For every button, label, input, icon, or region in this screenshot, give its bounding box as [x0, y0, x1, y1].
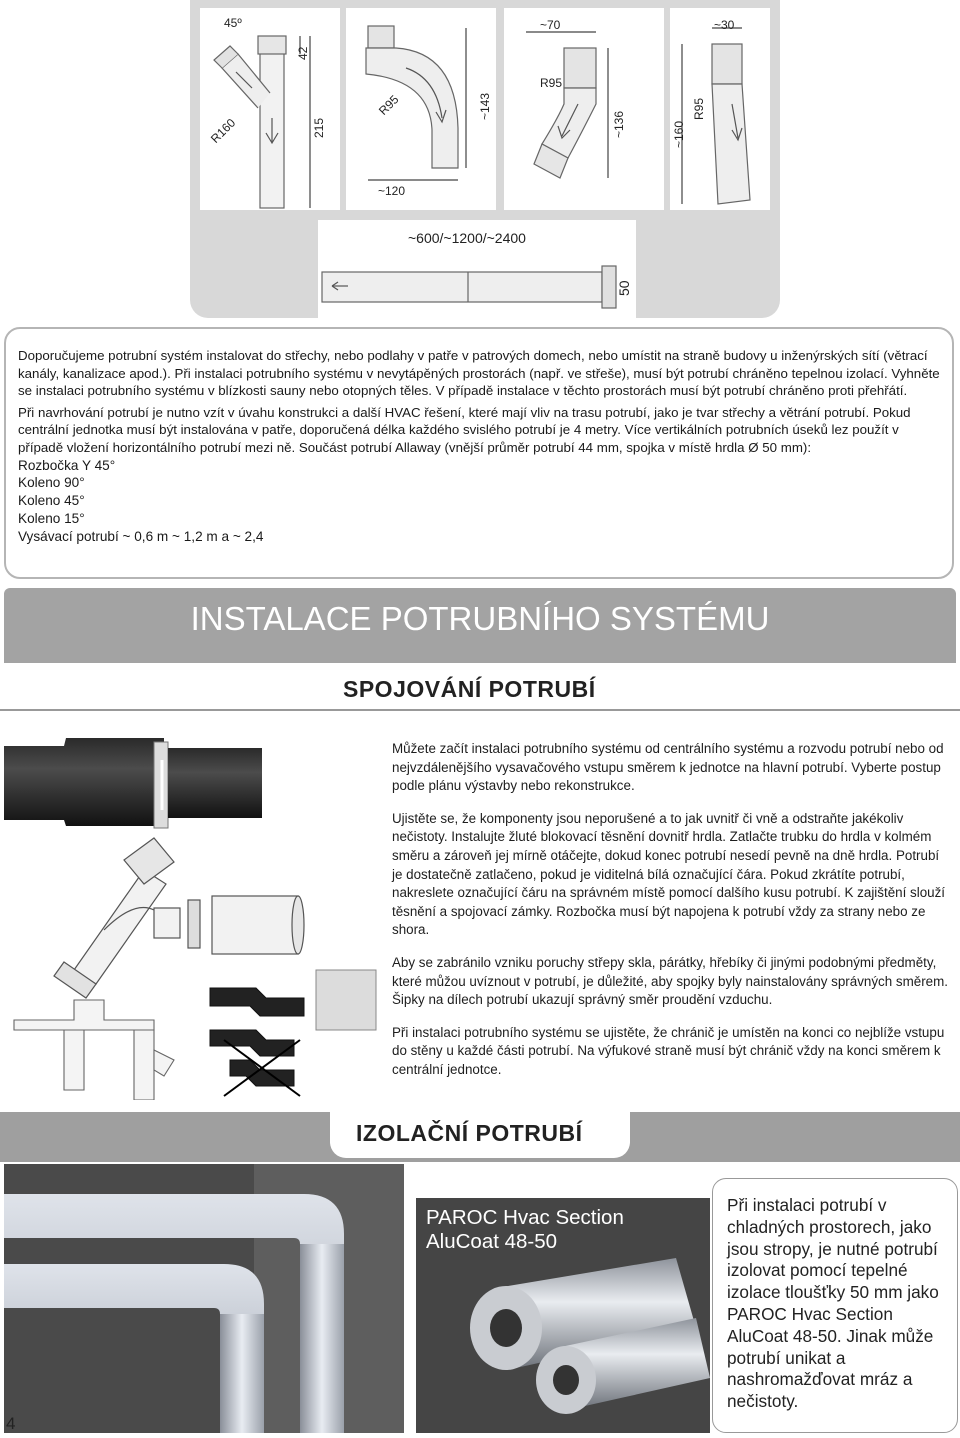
elbow-90-diagram [346, 8, 496, 210]
dim-height-label: ~160 [672, 120, 686, 148]
pipe-joining-drawing [4, 730, 380, 1100]
y-branch-diagram [200, 8, 340, 210]
page-number: 4 [6, 1414, 16, 1433]
elbow-15-drawing [670, 8, 770, 210]
dim-height-label: ~143 [478, 92, 492, 120]
pipe-diameter-label: 50 [616, 280, 632, 296]
component-list [18, 457, 944, 546]
elbow-45-diagram [504, 8, 664, 210]
list-item: Vysávací potrubí ~ 0,6 m ~ 1,2 m a ~ 2,4 [18, 528, 264, 544]
section2-title: IZOLAČNÍ POTRUBÍ [356, 1120, 583, 1146]
section1-paragraph: Při instalaci potrubního systému se ujistěte, že chránič je umístěn na konci co nejblíže vstupu do stěny u každé části potrubí. Na výfukové straně musí být chránič vždy na konci směrem k centrální jednotce. [392, 1024, 945, 1077]
section-title: SPOJOVÁNÍ POTRUBÍ [343, 676, 596, 702]
connection-illustrations [4, 730, 380, 1100]
dim-width-label: ~70 [540, 18, 561, 32]
radius-label: R160 [208, 115, 239, 146]
list-item: Koleno 45° [18, 493, 85, 509]
angle-label: 45º [224, 16, 242, 30]
elbow-45-drawing [504, 8, 664, 210]
list-item: Koleno 90° [18, 475, 85, 491]
section1-paragraph: Ujistěte se, že komponenty jsou neporušené a to jak uvnitř či vně a odstraňte jakékoliv nečistoty. Instalujte žluté blokovací těsnění dovnitř hrdla. Zatlačte trubku do hrdla v kolmém směru a zároveň jej mírně otáčejte, dokud konec potrubí nesedí pevně na dně hrdla. Potrubí je dostatečně zatlačeno, pokud je viditelná bílá označující čára. Pokud zkrátíte potrubí, nakreslete označující čáru na správném místě pomocí dalšího kusu potrubí. K zajištění slouží těsnění a spojovací zámky. Rozbočka musí být napojena k potrubí vždy za strany nebo ze shora. [392, 810, 946, 938]
list-item: Rozbočka Y 45° [18, 457, 116, 473]
info-paragraph-1: Doporučujeme potrubní systém instalovat do střechy, nebo podlahy v patře v patrových domech, nebo umístit na straně budovy u inženýrských sítí (větrací kanály, kanalizace apod.). Při instalaci potrubního systému v nevytápěných prostorách (např. ve střeše), musí být potrubí chráněno tepelnou izolací. Vyhněte se instalaci potrubního systému v blízkosti sauny nebo otopných těles. V případě instalace v těchto prostorách musí být potrubí chráněno proti přehřátí. [18, 348, 940, 399]
banner-title: INSTALACE POTRUBNÍHO SYSTÉMU [190, 600, 770, 637]
info-paragraph-2: Při navrhování potrubí je nutno vzít v úvahu konstrukci a další HVAC řešení, které mají vliv na trasu potrubí, jako je tvar střechy a větrání potrubí. Pokud centrální jednotka musí být instalována v patře, doporučená délka každého svislého potrubí je 4 metry. Více vertikálních potrubních úseků lez použít v případě vložení horizontálního potrubí mezi ně. Součást potrubí Allaway (vnější průměr potrubí 44 mm, spojka v místě hrdla Ø 50 mm): [18, 404, 911, 455]
insulated-pipe-drawing [4, 1164, 404, 1433]
dim-top-label: 42 [296, 46, 310, 60]
radius-label: R95 [540, 76, 563, 90]
section1-text [392, 740, 952, 1094]
section1-paragraph: Můžete začít instalaci potrubního systému od centrálního systému a rozvodu potrubí nebo od nejvzdálenějšího vysavačového vstupu směrem k jednotce na hlavní potrubí. Vyberte postup podle plánu výstavby nebo rekonstrukce. [392, 741, 944, 794]
dim-width-label: ~120 [378, 184, 406, 198]
pipe-diagram [318, 220, 636, 318]
product-name: PAROC Hvac Section AluCoat 48-50 [426, 1206, 624, 1253]
dim-height-label: ~136 [612, 110, 626, 138]
elbow-15-diagram [670, 8, 770, 210]
divider [0, 709, 960, 711]
radius-label: R95 [376, 92, 402, 118]
insulated-pipe-photo [4, 1164, 404, 1433]
info-box [4, 327, 954, 579]
radius-label: R95 [692, 97, 706, 120]
section1-paragraph: Aby se zabránilo vzniku poruchy střepy skla, párátky, hřebíky či jinými podobnými předměty, které můžou uvíznout v potrubí, je důležité, aby spojky byly nainstalovány správných směrem. Šipky na dílech potrubí ukazují správný směr proudění vzduchu. [392, 954, 948, 1008]
dim-width-label: ~30 [714, 18, 735, 32]
elbow-90-drawing [346, 8, 496, 210]
y-branch-drawing [200, 8, 340, 210]
pipe-lengths-label: ~600/~1200/~2400 [408, 230, 526, 246]
callout-box [712, 1178, 958, 1433]
product-photo [416, 1198, 710, 1433]
dim-height-label: 215 [312, 117, 326, 138]
list-item: Koleno 15° [18, 510, 85, 526]
callout-text: Při instalaci potrubí v chladných prostorech, jako jsou stropy, je nutné potrubí izolovat pomocí tepelné izolace tloušťky 50 mm jako PAROC Hvac Section AluCoat 48-50. Jinak může potrubí unikat a nashromažďovat mráz a nečistoty. [727, 1195, 939, 1412]
